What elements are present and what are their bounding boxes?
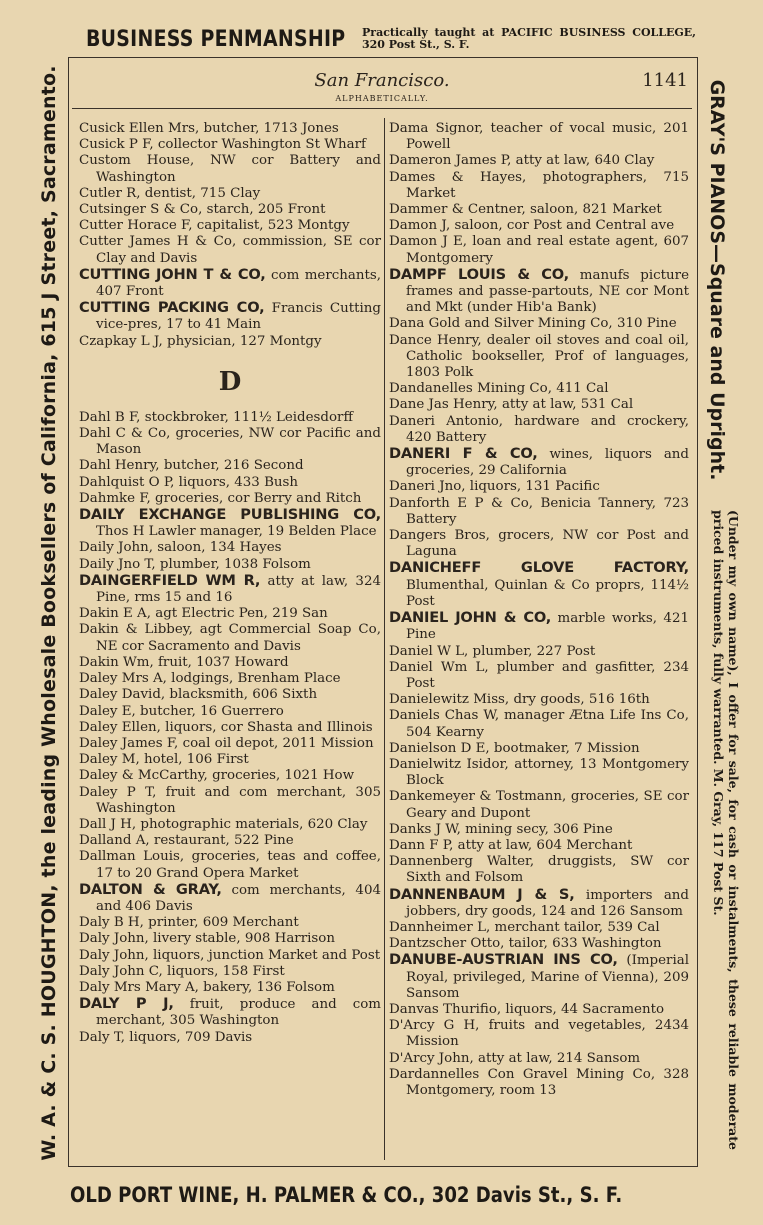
entry-name: Daneri Antonio, xyxy=(389,413,504,429)
entry-name: Dames & Hayes, xyxy=(389,169,527,185)
entry-name: Dammer & Centner, xyxy=(389,202,526,218)
directory-entry xyxy=(79,736,381,752)
entry-details: druggists, SW cor Sixth and Folsom xyxy=(406,854,689,886)
directory-entry xyxy=(79,458,381,474)
entry-name: DANERI F & CO, xyxy=(389,445,538,463)
entry-details: atty at law, 214 Sansom xyxy=(473,1050,641,1066)
directory-entry xyxy=(79,334,381,350)
entry-name: Daniel Wm L, xyxy=(389,659,489,675)
entry-details: 411 Cal xyxy=(551,381,609,397)
entry-name: Daley Ellen, xyxy=(79,719,161,735)
directory-entry xyxy=(79,202,381,218)
directory-entry xyxy=(389,446,689,479)
right-column xyxy=(389,121,689,1099)
directory-entry xyxy=(389,496,689,528)
entry-name: Dahmke F, xyxy=(79,490,151,506)
directory-entry xyxy=(389,660,689,692)
entry-name: Danks J W, xyxy=(389,821,461,837)
entry-name: Dangers Bros, xyxy=(389,528,490,544)
directory-entry xyxy=(79,704,381,720)
directory-entry xyxy=(79,573,381,606)
entry-details: teacher of vocal music, 201 Powell xyxy=(406,121,689,153)
entry-name: Dall J H, xyxy=(79,816,137,832)
entry-details: capitalist, 523 Montgy xyxy=(192,218,350,234)
entry-details: 328 Montgomery, room 13 xyxy=(406,1066,689,1098)
directory-entry xyxy=(79,817,381,833)
directory-entry xyxy=(389,316,689,332)
directory-entry xyxy=(389,381,689,397)
column-divider xyxy=(384,118,385,1160)
directory-entry xyxy=(389,789,689,821)
entry-details: liquors, 709 Davis xyxy=(125,1029,253,1045)
right-margin-advertisement-detail xyxy=(704,500,748,1160)
entry-name: Danforth E P & Co, xyxy=(389,495,534,511)
entry-details: loan and real estate agent, 607 Montgomery xyxy=(406,234,690,266)
page-subtitle: ALPHABETICALLY. xyxy=(335,94,429,103)
entry-details: collector Washington St Wharf xyxy=(153,137,366,153)
left-column-entries-before xyxy=(79,121,381,350)
entry-name: Dantzscher Otto, xyxy=(389,936,505,952)
directory-entry xyxy=(79,980,381,996)
entry-details: saloon, cor Post and Central ave xyxy=(450,218,675,234)
entry-name: Danielson D E, xyxy=(389,740,490,756)
directory-entry xyxy=(79,300,381,333)
entry-name: Daniel W L, xyxy=(389,643,469,659)
entry-details: grocers, NW cor Post and Laguna xyxy=(406,528,689,560)
entry-name: D'Arcy G H, xyxy=(389,1018,480,1034)
directory-entry xyxy=(389,1067,689,1099)
entry-details: fruit, 1037 Howard xyxy=(153,654,289,670)
entry-name: DANNENBAUM J & S, xyxy=(389,885,575,903)
directory-entry xyxy=(79,121,381,137)
directory-entry xyxy=(389,952,689,1002)
entry-name: Dankemeyer & Tostmann, xyxy=(389,789,567,805)
entry-details: stockbroker, 111½ Leidesdorff xyxy=(140,409,353,425)
entry-details: NW cor Battery and Washington xyxy=(96,153,381,185)
entry-name: Dance Henry, xyxy=(389,332,482,348)
directory-entry xyxy=(79,137,381,153)
entry-details: lodgings, Brenham Place xyxy=(166,671,341,687)
directory-entry xyxy=(79,426,381,458)
entry-details: wines, liquors and groceries, 29 California xyxy=(406,447,689,479)
entry-name: Custom House, xyxy=(79,153,195,169)
directory-entry xyxy=(389,708,689,740)
entry-name: DAMPF LOUIS & CO, xyxy=(389,265,570,283)
directory-entry xyxy=(389,854,689,886)
entry-name: CUTTING JOHN T & CO, xyxy=(79,265,266,283)
entry-name: Daily John, xyxy=(79,540,154,556)
entry-details: printer, 609 Merchant xyxy=(143,915,299,931)
entry-name: Danielwitz Isidor, xyxy=(389,756,509,772)
entry-name: Daly T, xyxy=(79,1029,126,1045)
directory-entry xyxy=(79,655,381,671)
entry-name: Dallman Louis, xyxy=(79,849,185,865)
directory-entry xyxy=(79,882,381,915)
entry-details: importers and jobbers, dry goods, 124 and 126 Sansom xyxy=(406,887,689,919)
entry-details: liquors, 131 Pacific xyxy=(465,479,600,495)
entry-name: Cusick P F, xyxy=(79,137,154,153)
entry-details: mining secy, 306 Pine xyxy=(460,821,613,837)
entry-name: Dahl Henry, xyxy=(79,458,160,474)
directory-entry xyxy=(79,687,381,703)
directory-entry xyxy=(389,610,689,643)
entry-name: Damon J E, xyxy=(389,234,468,250)
bottom-advertisement: OLD PORT WINE, H. PALMER & CO., 302 Davis St., S. F. xyxy=(70,1183,623,1207)
entry-details: groceries, NW cor Pacific and Mason xyxy=(96,426,381,458)
entry-details: atty at law, 531 Cal xyxy=(497,397,634,413)
directory-entry xyxy=(79,267,381,300)
directory-entry xyxy=(389,202,689,218)
directory-entry xyxy=(79,915,381,931)
directory-entry xyxy=(79,785,381,817)
entry-details: liquors, cor Shasta and Illinois xyxy=(160,719,373,735)
entry-name: Dameron James P, xyxy=(389,153,512,169)
entry-name: Daly Mrs Mary A, xyxy=(79,979,199,995)
directory-entry xyxy=(79,410,381,426)
directory-entry xyxy=(389,234,689,266)
page-number: 1141 xyxy=(642,70,688,91)
directory-entry xyxy=(389,560,689,610)
directory-entry xyxy=(79,540,381,556)
entry-name: DANICHEFF GLOVE FACTORY, xyxy=(389,559,689,577)
entry-details: 310 Pine xyxy=(612,316,677,332)
entry-name: CUTTING PACKING CO, xyxy=(79,299,265,317)
entry-details: agt Commercial Soap Co, NE cor Sacramento and Davis xyxy=(96,622,381,654)
entry-name: Daly John C, xyxy=(79,963,163,979)
entry-details: commission, SE cor Clay and Davis xyxy=(96,234,381,266)
entry-name: Daley & McCarthy, xyxy=(79,768,208,784)
entry-details: manager Ætna Life Ins Co, 504 Kearny xyxy=(406,708,689,740)
entry-details: com merchants, 407 Front xyxy=(96,267,381,300)
directory-entry xyxy=(389,838,689,854)
entry-details: fruits and vegetables, 2434 Mission xyxy=(406,1018,690,1050)
entry-details: (Imperial Royal, privileged, Marine of Vienna), 209 Sansom xyxy=(406,953,690,1001)
entry-details: butcher, 1713 Jones xyxy=(199,121,339,136)
entry-name: DALTON & GRAY, xyxy=(79,880,222,898)
entry-details: liquors, 433 Bush xyxy=(174,474,299,490)
directory-entry xyxy=(389,822,689,838)
entry-details: liquors, 44 Sacramento xyxy=(501,1001,665,1017)
directory-entry xyxy=(79,1030,381,1046)
header-rule xyxy=(72,108,692,109)
directory-entry xyxy=(389,1051,689,1067)
directory-entry xyxy=(389,218,689,234)
entry-name: Cutsinger S & Co, xyxy=(79,202,203,218)
entry-name: Cutter James H & Co, xyxy=(79,234,237,250)
entry-name: D'Arcy John, xyxy=(389,1050,474,1066)
entry-details: butcher, 16 Guerrero xyxy=(135,703,284,719)
city-title: San Francisco. xyxy=(314,70,450,91)
directory-entry xyxy=(389,479,689,495)
page-header xyxy=(70,66,694,106)
entry-details: dealer oil stoves and coal oil, Catholic bookseller, Prof of languages, 1803 Polk xyxy=(406,332,689,381)
entry-name: Dannenberg Walter, xyxy=(389,854,535,870)
entry-details: dentist, 715 Clay xyxy=(140,185,261,201)
entry-details: bootmaker, 7 Mission xyxy=(489,740,640,756)
entry-name: Dahlquist O P, xyxy=(79,474,175,490)
directory-entry xyxy=(389,887,689,920)
entry-details: plumber and gasfitter, 234 Post xyxy=(406,659,689,691)
directory-entry xyxy=(79,491,381,507)
entry-name: Dann F P, xyxy=(389,837,454,853)
entry-details: manufs picture frames and passe-partouts, NE cor Mont and Mkt (under Hib'a Bank) xyxy=(406,267,689,316)
entry-details: saloon, 134 Hayes xyxy=(153,540,282,556)
entry-name: Daily Jno T, xyxy=(79,556,156,572)
directory-entry xyxy=(389,692,689,708)
entry-details: marble works, 421 Pine xyxy=(406,611,689,643)
directory-entry xyxy=(79,948,381,964)
entry-name: Dannheimer L, xyxy=(389,919,491,935)
entry-name: Daley M, xyxy=(79,752,140,768)
directory-entry xyxy=(79,218,381,234)
directory-entry xyxy=(79,849,381,881)
directory-entry xyxy=(79,964,381,980)
entry-details: groceries, SE cor Geary and Dupont xyxy=(406,789,689,821)
entry-name: Dakin E A, xyxy=(79,606,151,622)
entry-name: Dandanelles Mining Co, xyxy=(389,381,552,397)
entry-details: photographic materials, 620 Clay xyxy=(136,816,368,832)
entry-name: Dane Jas Henry, xyxy=(389,397,498,413)
entry-name: Daley E, xyxy=(79,703,136,719)
entry-details: atty at law, 604 Merchant xyxy=(453,837,633,853)
entry-details: atty at law, 640 Clay xyxy=(511,153,655,169)
entry-details: hotel, 106 First xyxy=(139,752,249,768)
entry-details: agt Electric Pen, 219 San xyxy=(150,606,328,622)
entry-details: fruit and com merchant, 305 Washington xyxy=(96,784,381,816)
directory-entry xyxy=(79,234,381,266)
entry-name: Daly John, xyxy=(79,947,149,963)
entry-name: Dakin Wm, xyxy=(79,654,154,670)
entry-details: liquors, 158 First xyxy=(162,963,285,979)
entry-details: groceries, teas and coffee, 17 to 20 Grand Opera Market xyxy=(96,849,381,881)
directory-entry xyxy=(79,768,381,784)
directory-entry xyxy=(389,121,689,153)
entry-name: Daley P T, xyxy=(79,784,157,800)
right-margin-advertisement xyxy=(700,60,734,500)
entry-details: dry goods, 516 16th xyxy=(509,692,650,708)
directory-entry xyxy=(389,936,689,952)
entry-details: physician, 127 Montgy xyxy=(162,333,322,349)
entry-name: Dahl C & Co, xyxy=(79,426,171,442)
entry-details: photographers, 715 Market xyxy=(406,169,689,201)
entry-details: com merchants, 404 and 406 Davis xyxy=(96,882,381,914)
entry-details: starch, 205 Front xyxy=(202,202,326,218)
entry-details: fruit, produce and com merchant, 305 Washington xyxy=(96,997,381,1029)
right-column-entries xyxy=(389,121,689,1099)
entry-details: attorney, 13 Montgomery Block xyxy=(406,756,689,789)
entry-details: plumber, 227 Post xyxy=(468,643,596,659)
entry-details: bakery, 136 Folsom xyxy=(198,979,335,995)
entry-name: DAILY EXCHANGE PUBLISHING CO, xyxy=(79,506,381,524)
entry-details: merchant tailor, 539 Cal xyxy=(490,919,660,935)
left-margin-advertisement xyxy=(32,58,66,1168)
entry-details: atty at law, 324 Pine, rms 15 and 16 xyxy=(96,573,381,606)
entry-name: DANIEL JOHN & CO, xyxy=(389,609,552,627)
top-ad-detail: Practically taught at PACIFIC BUSINESS COLLEGE, 320 Post St., S. F. xyxy=(362,26,696,51)
directory-entry xyxy=(389,170,689,202)
directory-entry xyxy=(79,833,381,849)
directory-entry xyxy=(79,752,381,768)
top-advertisement xyxy=(86,24,696,54)
entry-details: hardware and crockery, 420 Battery xyxy=(406,413,690,445)
entry-name: DANUBE-AUSTRIAN INS CO, xyxy=(389,951,618,969)
entry-details: plumber, 1038 Folsom xyxy=(155,556,311,572)
directory-entry xyxy=(389,1002,689,1018)
section-letter: D xyxy=(218,366,242,397)
right-margin-headline: GRAY'S PIANOS—Square and Upright. xyxy=(706,79,728,481)
entry-details: tailor, 633 Washington xyxy=(504,936,662,952)
entry-name: DAINGERFIELD WM R, xyxy=(79,571,261,589)
entry-name: Daley David, xyxy=(79,687,166,703)
entry-details: Thos H Lawler manager, 19 Belden Place xyxy=(96,524,377,540)
entry-name: Cutler R, xyxy=(79,185,141,201)
entry-name: Dardannelles Con Gravel Mining Co, xyxy=(389,1066,656,1082)
entry-name: Cusick Ellen Mrs, xyxy=(79,121,200,136)
directory-entry xyxy=(79,671,381,687)
entry-name: Dalland A, xyxy=(79,833,150,849)
entry-details: Benicia Tannery, 723 Battery xyxy=(406,495,690,527)
directory-entry xyxy=(389,414,689,446)
entry-name: Daly John, xyxy=(79,931,149,947)
entry-name: Dahl B F, xyxy=(79,409,141,425)
directory-entry xyxy=(389,528,689,560)
entry-details: saloon, 821 Market xyxy=(525,202,662,218)
entry-name: DALY P J, xyxy=(79,995,174,1013)
top-ad-headline: BUSINESS PENMANSHIP xyxy=(86,26,346,52)
left-column xyxy=(79,121,381,1046)
directory-entry xyxy=(389,267,689,317)
entry-name: Dakin & Libbey, xyxy=(79,622,193,638)
left-column-entries-after xyxy=(79,410,381,1046)
entry-details: groceries, 1021 How xyxy=(207,768,355,784)
entry-details: livery stable, 908 Harrison xyxy=(148,931,335,947)
directory-entry xyxy=(79,475,381,491)
directory-entry xyxy=(79,153,381,185)
directory-entry xyxy=(389,153,689,169)
directory-entry xyxy=(79,557,381,573)
entry-name: Czapkay L J, xyxy=(79,333,163,349)
entry-name: Danvas Thurifio, xyxy=(389,1001,502,1017)
directory-entry xyxy=(389,644,689,660)
right-margin-detail-text: (Under my own name), I offer for sale, for cash or instalments, these reliable moderate priced instruments, fully warranted. M. Gray, 117 Post St. xyxy=(711,510,741,1150)
directory-entry xyxy=(79,186,381,202)
directory-entry xyxy=(79,931,381,947)
entry-name: Daley James F, xyxy=(79,735,179,751)
directory-entry xyxy=(79,606,381,622)
entry-name: Dana Gold and Silver Mining Co, xyxy=(389,316,613,332)
directory-entry xyxy=(79,622,381,654)
entry-name: Daneri Jno, xyxy=(389,479,466,495)
directory-entry xyxy=(79,996,381,1029)
entry-name: Daly B H, xyxy=(79,915,144,931)
entry-details: Blumenthal, Quinlan & Co proprs, 114½ Post xyxy=(406,577,689,609)
entry-name: Dama Signor, xyxy=(389,121,484,136)
directory-entry xyxy=(389,757,689,789)
entry-details: restaurant, 522 Pine xyxy=(149,833,294,849)
entry-name: Damon J, xyxy=(389,218,451,234)
directory-entry xyxy=(389,741,689,757)
entry-details: coal oil depot, 2011 Mission xyxy=(178,735,374,751)
entry-details: Francis Cutting vice-pres, 17 to 41 Main xyxy=(96,301,381,333)
entry-name: Daniels Chas W, xyxy=(389,708,500,724)
entry-details: butcher, 216 Second xyxy=(159,458,304,474)
directory-entry xyxy=(389,920,689,936)
directory-entry xyxy=(79,720,381,736)
directory-entry xyxy=(389,1018,689,1050)
directory-entry xyxy=(389,397,689,413)
entry-details: liquors, junction Market and Post xyxy=(148,947,381,963)
directory-entry xyxy=(389,333,689,382)
entry-details: blacksmith, 606 Sixth xyxy=(165,687,318,703)
entry-name: Danielewitz Miss, xyxy=(389,692,510,708)
directory-entry xyxy=(79,507,381,540)
entry-name: Daley Mrs A, xyxy=(79,671,167,687)
left-margin-text: W. A. & C. S. HOUGHTON, the leading Wholesale Booksellers of California, 615 J Street, Sacramento. xyxy=(38,65,60,1161)
entry-details: groceries, cor Berry and Ritch xyxy=(150,490,362,506)
entry-name: Cutter Horace F, xyxy=(79,218,193,234)
